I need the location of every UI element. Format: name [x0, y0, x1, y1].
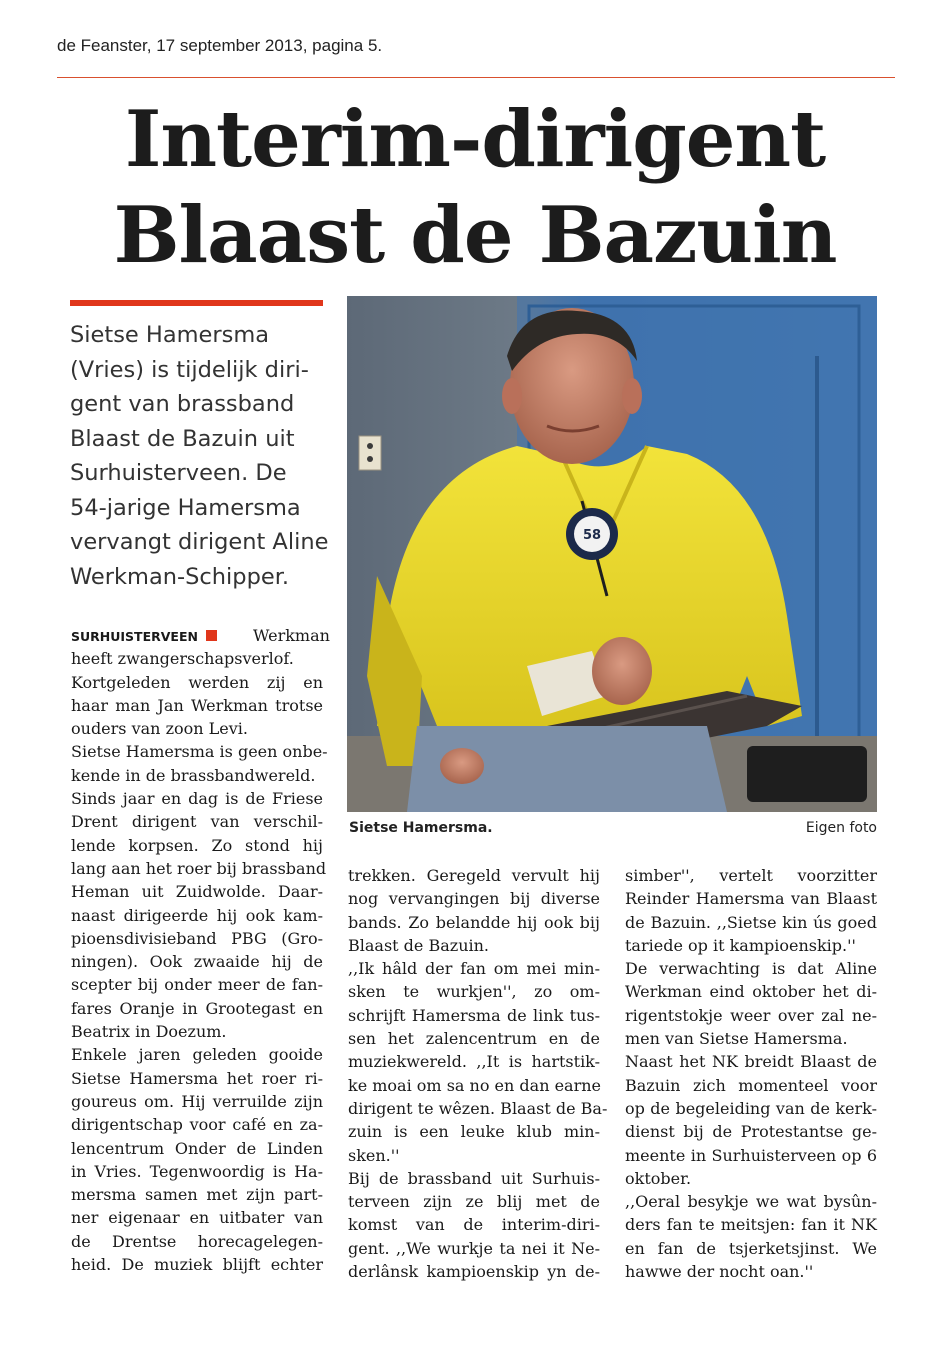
photo-illustration	[347, 296, 877, 812]
column-line: dirigentschap voor café en za-	[71, 1115, 323, 1135]
column-line: heeft zwangerschapsverlof.	[71, 649, 294, 669]
intro-line: gent van brassband	[70, 391, 295, 417]
top-rule	[57, 77, 895, 78]
column-line: de Bazuin. ,,Sietse kin ús goed	[625, 912, 877, 932]
column-line: zuin is een leuke klub min-	[348, 1122, 600, 1142]
column-line: trekken. Geregeld vervult hij	[348, 866, 600, 885]
intro-line: Sietse Hamersma	[70, 322, 270, 348]
column-line: oktober.	[625, 1168, 692, 1188]
first-word: Werkman	[252, 626, 330, 645]
column-line: tariede op it kampioenskip.''	[625, 935, 856, 955]
column-line: hawwe der nocht oan.''	[625, 1262, 814, 1282]
column-line: naast dirigeerde hij ook kam-	[71, 905, 323, 925]
column-line: pioensdivisieband PBG (Gro-	[71, 928, 323, 948]
article-column-3	[625, 864, 877, 1283]
column-line: kende in de brassbandwereld.	[71, 765, 316, 785]
article-column-2	[348, 864, 608, 1283]
column-line: haar man Jan Werkman trotse	[71, 695, 323, 715]
column-line: de Drentse horecagelegen-	[71, 1231, 323, 1251]
intro-line: 54-jarige Hamersma	[70, 494, 301, 521]
column-line: ,,Ik hâld der fan om mei min-	[348, 959, 600, 979]
column-line: ke moai om sa no en dan earne	[348, 1075, 602, 1095]
headline-line-1: Interim-dirigent	[124, 94, 826, 185]
column-line-first	[71, 624, 330, 647]
headline-line-2: Blaast de Bazuin	[113, 190, 837, 281]
article-photo	[347, 296, 877, 812]
column-line: lende korpsen. Zo stond hij	[71, 835, 323, 855]
column-line: Bazuin zich momenteel voor	[625, 1075, 877, 1095]
dateline: SURHUISTERVEEN	[71, 629, 198, 644]
column-line: muziekwereld. ,,It is hartstik-	[348, 1052, 600, 1072]
column-line: ouders van zoon Levi.	[71, 719, 248, 739]
intro-text	[70, 318, 330, 594]
column-line: terveen zijn ze blij met de	[348, 1192, 600, 1212]
column-line: en fan de tsjerketsjinst. We	[625, 1238, 877, 1258]
column-line: dirigent te wêzen. Blaast de Ba-	[348, 1098, 608, 1118]
intro-line: Blaast de Bazuin uit	[70, 425, 295, 452]
column-line: nog vervangingen bij diverse	[348, 889, 600, 909]
photo-caption: Sietse Hamersma.	[349, 820, 493, 836]
column-line: sken te wurkjen'', zo om-	[348, 982, 600, 1002]
column-line: ,,Oeral besykje we wat bysûn-	[625, 1192, 877, 1212]
column-line: in Vries. Tegenwoordig is Ha-	[71, 1161, 323, 1181]
intro-line: vervangt dirigent Aline	[70, 529, 329, 555]
intro-line: Werkman-Schipper.	[70, 563, 290, 590]
column-line: sken.''	[348, 1145, 400, 1165]
column-line: Drent dirigent van verschil-	[71, 812, 323, 832]
column-line: fares Oranje in Grootegast en	[71, 998, 323, 1018]
column-line: Kortgeleden werden zij en	[71, 672, 323, 692]
column-line: rigentstokje weer over zal ne-	[625, 1005, 877, 1025]
column-line: Bij de brassband uit Surhuis-	[348, 1168, 600, 1188]
column-line: Sietse Hamersma is geen onbe-	[71, 742, 328, 762]
intro-accent-bar	[70, 300, 323, 306]
column-line: Sinds jaar en dag is de Friese	[71, 789, 323, 809]
column-line: simber'', vertelt voorzitter	[625, 866, 877, 885]
column-line: Werkman eind oktober het di-	[625, 982, 877, 1002]
column-line: gent. ,,We wurkje ta nei it Ne-	[348, 1238, 600, 1258]
column-line: Blaast de Bazuin.	[348, 935, 490, 955]
column-line: scepter bij onder meer de fan-	[71, 975, 323, 995]
shirt-badge-number: 58	[582, 528, 602, 543]
column-line: ders fan te meitsjen: fan it NK	[625, 1215, 877, 1235]
column-line: derlânsk kampioenskip yn de-	[348, 1262, 600, 1282]
column-line: Reinder Hamersma van Blaast	[625, 889, 877, 909]
column-line: dienst bij de Protestantse ge-	[625, 1122, 877, 1142]
column-line: mersma samen met zijn part-	[71, 1185, 323, 1205]
article-column-1	[71, 624, 330, 1276]
column-line: schrijft Hamersma de link tus-	[348, 1005, 600, 1025]
column-line: men van Sietse Hamersma.	[625, 1029, 848, 1049]
column-line: Beatrix in Doezum.	[71, 1022, 227, 1042]
column-line: lencentrum Onder de Linden	[71, 1138, 323, 1158]
column-line: Enkele jaren geleden gooide	[71, 1045, 323, 1065]
column-line: heid. De muziek blijft echter	[71, 1255, 323, 1275]
photo-credit: Eigen foto	[805, 820, 877, 836]
column-line: Naast het NK breidt Blaast de	[625, 1052, 877, 1072]
column-line: Heman uit Zuidwolde. Daar-	[71, 882, 323, 902]
headline	[100, 92, 850, 284]
column-line: komst van de interim-diri-	[348, 1215, 600, 1235]
dateline-square-icon	[206, 630, 217, 641]
column-line: sen het zalencentrum en de	[348, 1029, 600, 1049]
column-line: goureus om. Hij verruilde zijn	[71, 1091, 323, 1111]
intro-line: (Vries) is tijdelijk diri-	[70, 356, 309, 383]
column-line: ner eigenaar en uitbater van	[71, 1208, 323, 1228]
column-line: De verwachting is dat Aline	[625, 959, 877, 979]
column-line: op de begeleiding van de kerk-	[625, 1098, 877, 1118]
column-line: meente in Surhuisterveen op 6	[625, 1145, 877, 1165]
column-line: lang aan het roer bij brassband	[71, 858, 327, 878]
column-line: ningen). Ook zwaaide hij de	[71, 952, 323, 972]
intro-line: Surhuisterveen. De	[70, 460, 287, 486]
source-line: de Feanster, 17 september 2013, pagina 5.	[57, 36, 383, 55]
column-line: bands. Zo belandde hij ook bij	[348, 912, 600, 932]
column-line: Sietse Hamersma het roer ri-	[71, 1068, 323, 1088]
